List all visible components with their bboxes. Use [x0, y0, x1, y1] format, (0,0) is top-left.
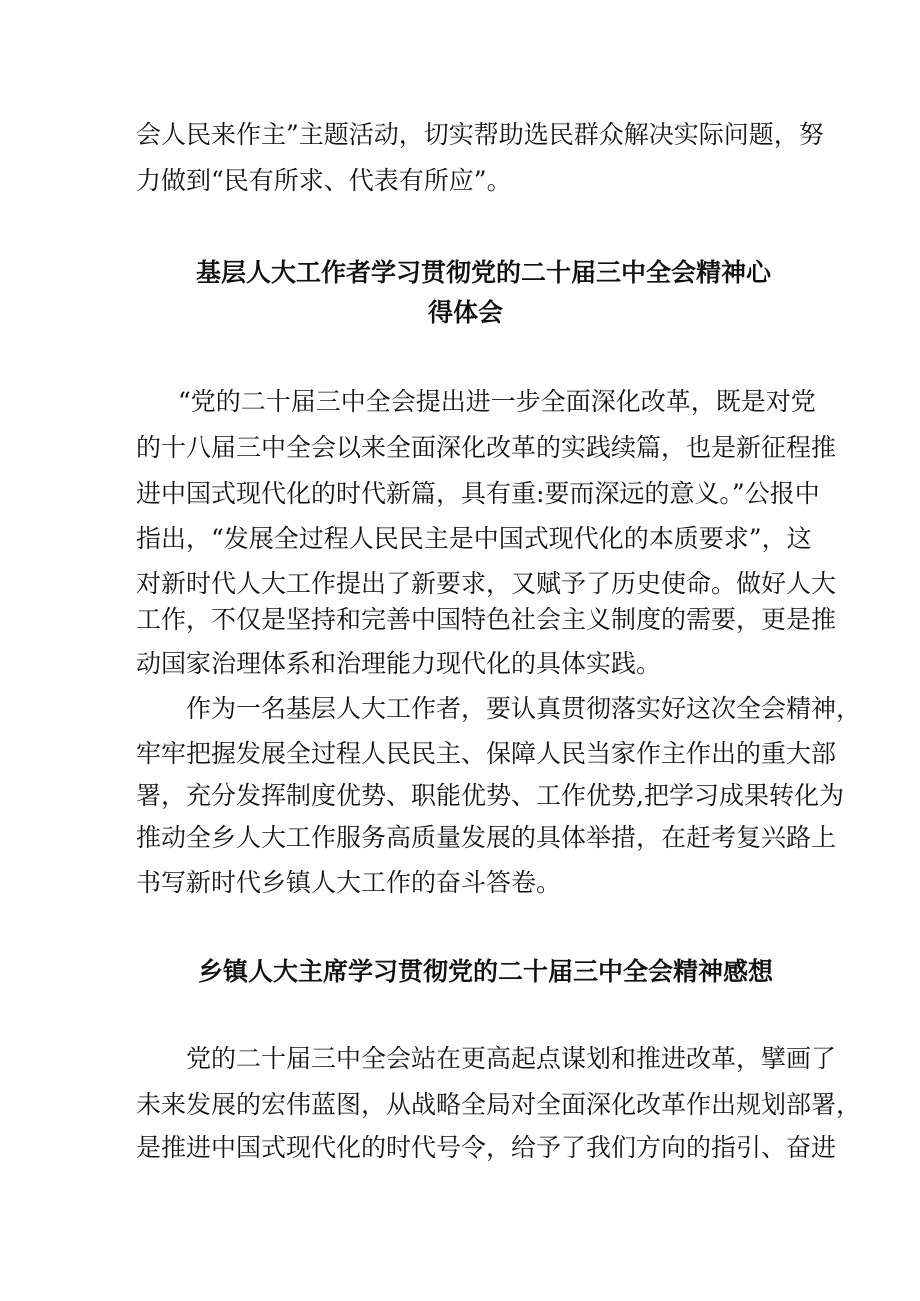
paragraph-line: 对新时代人大工作提出了新要求，又赋予了历史使命。做好人大 — [136, 569, 837, 598]
paragraph-line: 的十八届三中全会以来全面深化改革的实践续篇，也是新征程推 — [136, 433, 837, 462]
section-title: 乡镇人大主席学习贯彻党的二十届三中全会精神感想 — [198, 957, 774, 986]
paragraph-line: 指出，“发展全过程人民民主是中国式现代化的本质要求”，这 — [136, 524, 812, 553]
paragraph-line: 推动全乡人大工作服务高质量发展的具体举措，在赶考复兴路上 — [136, 823, 837, 852]
paragraph-line: 党的二十届三中全会站在更高起点谋划和推进改革，擘画了 — [186, 1044, 837, 1073]
paragraph-line: 工作，不仅是坚持和完善中国特色社会主义制度的需要，更是推 — [136, 605, 837, 634]
paragraph-line: 作为一名基层人大工作者，要认真贯彻落实好这次全会精神， — [186, 694, 862, 723]
paragraph-line: 牢牢把握发展全过程人民民主、保障人民当家作主作出的重大部 — [136, 739, 837, 768]
paragraph-line: 署，充分发挥制度优势、职能优势、工作优势,把学习成果转化为 — [136, 781, 844, 810]
paragraph-line: 未来发展的宏伟蓝图，从战略全局对全面深化改革作出规划部署， — [136, 1090, 862, 1119]
paragraph-line: 会人民来作主”主题活动，切实帮助选民群众解决实际问题，努 — [136, 120, 824, 149]
paragraph-line: 力做到“民有所求、代表有所应”。 — [136, 166, 512, 195]
section-title: 得体会 — [428, 298, 504, 327]
section-title: 基层人大工作者学习贯彻党的二十届三中全会精神心 — [196, 258, 772, 287]
paragraph-line: 是推进中国式现代化的时代号令，给予了我们方向的指引、奋进 — [136, 1133, 837, 1162]
paragraph-line: 进中国式现代化的时代新篇，具有重:要而深远的意义。”公报中 — [136, 479, 820, 508]
paragraph-line: 动国家治理体系和治理能力现代化的具体实践。 — [136, 649, 662, 678]
paragraph-line: 书写新时代乡镇人大工作的奋斗答卷。 — [136, 868, 562, 897]
paragraph-line: “党的二十届三中全会提出进一步全面深化改革，既是对党 — [178, 387, 816, 416]
